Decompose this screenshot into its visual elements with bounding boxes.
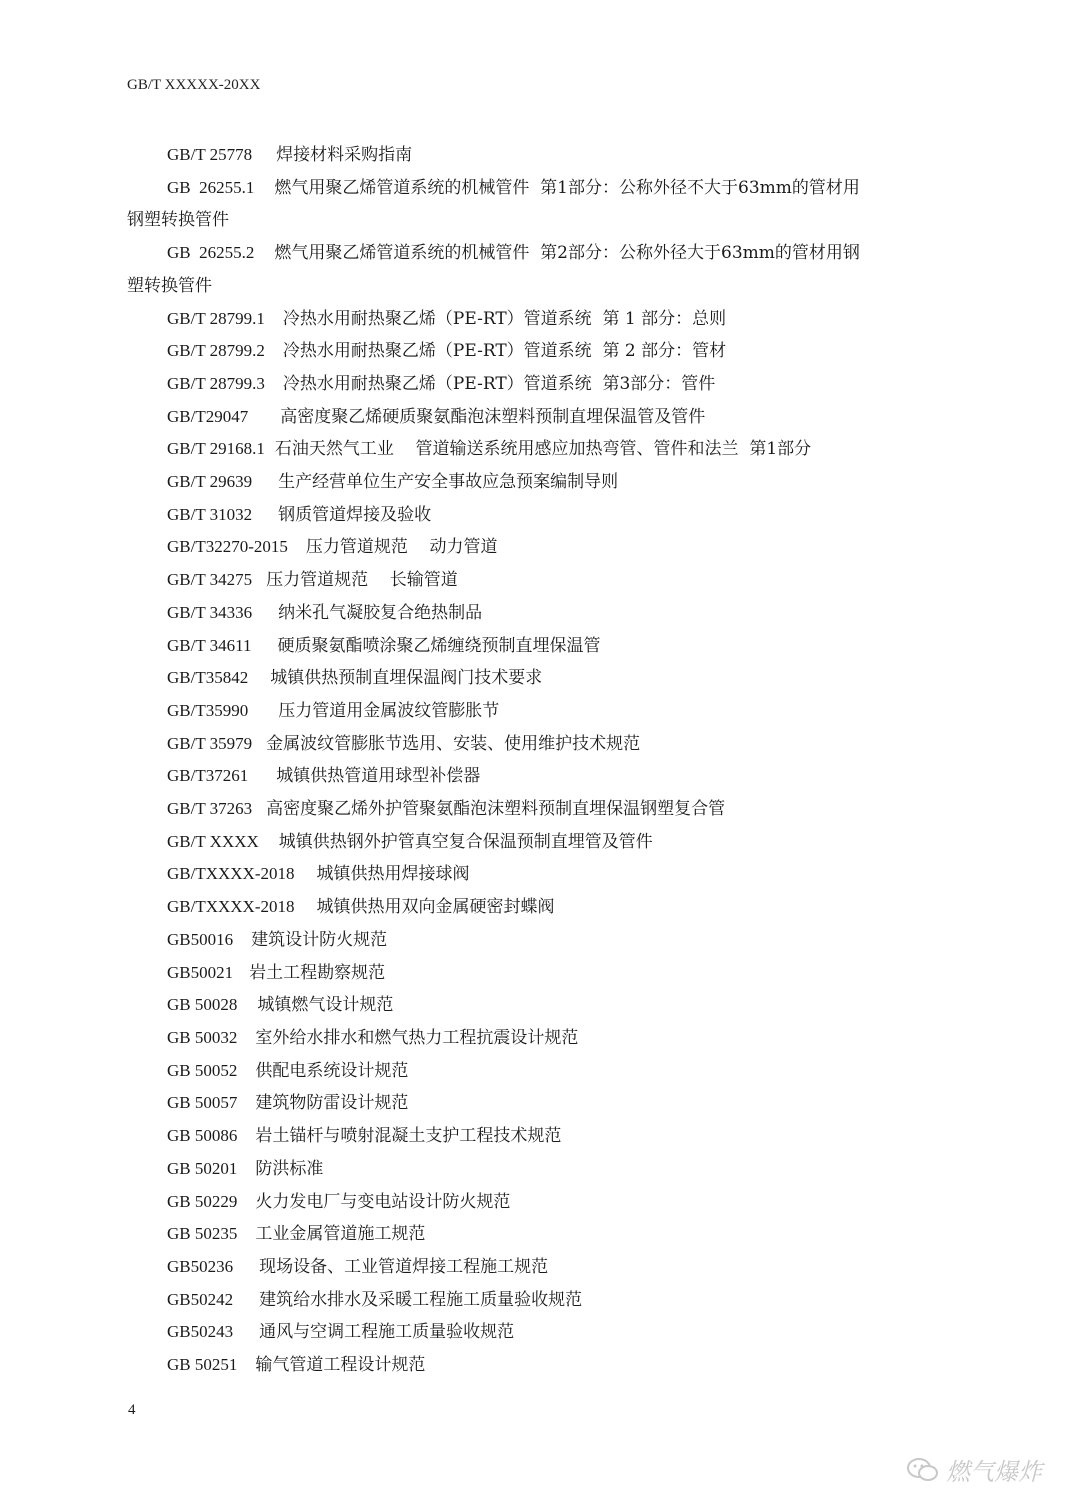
reference-item [167, 1316, 937, 1349]
reference-item [167, 662, 937, 695]
reference-title: 城镇供热钢外护管真空复合保温预制直埋管及管件 [278, 831, 653, 852]
reference-item [167, 924, 937, 957]
reference-code: GB/T32270-2015 [167, 537, 288, 557]
reference-item [167, 499, 937, 532]
reference-item [167, 401, 937, 434]
reference-title: 纳米孔气凝胶复合绝热制品 [278, 602, 483, 623]
reference-code: GB/T 34611 [167, 635, 252, 655]
reference-code: GB 50028 [167, 995, 238, 1015]
reference-code: GB 50052 [167, 1060, 238, 1080]
reference-title: 供配电系统设计规范 [255, 1060, 409, 1081]
reference-code: GB 50032 [167, 1027, 238, 1047]
reference-code: GB/T 37263 [167, 799, 253, 819]
reference-item [167, 1153, 937, 1186]
reference-code: GB 50235 [167, 1224, 238, 1244]
reference-title: 冷热水用耐热聚乙烯（PE-RT）管道系统 第 1 部分：总则 [282, 308, 727, 329]
reference-code: GB/T 34336 [167, 602, 253, 622]
reference-item [167, 957, 937, 990]
reference-code: GB50016 [167, 929, 234, 949]
reference-title: 岩土工程勘察规范 [249, 962, 386, 983]
reference-item [167, 139, 937, 172]
reference-item [167, 695, 937, 728]
reference-title: 城镇供热用焊接球阀 [316, 864, 470, 885]
watermark [906, 1452, 1042, 1487]
reference-title: 钢质管道焊接及验收 [278, 504, 432, 525]
reference-code: GB/T 29168.1 [167, 439, 265, 459]
reference-title: 城镇燃气设计规范 [257, 995, 394, 1016]
reference-item [167, 891, 937, 924]
reference-title: 压力管道规范 长输管道 [266, 570, 458, 591]
reference-item [167, 793, 937, 826]
reference-item [167, 303, 937, 336]
reference-item [167, 1218, 937, 1251]
reference-title-continuation: 钢塑转换管件 [127, 210, 229, 231]
reference-item [167, 1284, 937, 1317]
reference-item [167, 630, 937, 663]
reference-title: 硬质聚氨酯喷涂聚乙烯缠绕预制直埋保温管 [277, 635, 601, 656]
reference-title: 输气管道工程设计规范 [255, 1355, 426, 1376]
reference-item [167, 1251, 937, 1284]
reference-item [167, 597, 937, 630]
reference-code: GB/T 31032 [167, 504, 253, 524]
reference-title: 高密度聚乙烯硬质聚氨酯泡沫塑料预制直埋保温管及管件 [280, 406, 706, 427]
reference-title: 城镇供热用双向金属硬密封蝶阀 [316, 897, 555, 918]
reference-list [127, 139, 937, 1382]
reference-code: GB/TXXXX-2018 [167, 897, 295, 917]
reference-title: 现场设备、工业管道焊接工程施工规范 [259, 1256, 549, 1277]
reference-title: 冷热水用耐热聚乙烯（PE-RT）管道系统 第3部分：管件 [282, 373, 716, 394]
reference-item [167, 1120, 937, 1153]
reference-code: GB/T29047 [167, 406, 249, 426]
reference-title: 建筑设计防火规范 [251, 929, 388, 950]
reference-title: 岩土锚杆与喷射混凝土支护工程技术规范 [255, 1126, 562, 1147]
reference-code: GB/T 29639 [167, 472, 253, 492]
reference-item [167, 433, 937, 466]
reference-item [167, 368, 937, 401]
reference-code: GB50236 [167, 1256, 234, 1276]
reference-title: 建筑给水排水及采暖工程施工质量验收规范 [259, 1289, 583, 1310]
reference-title: 燃气用聚乙烯管道系统的机械管件 第2部分：公称外径大于63mm的管材用钢 [274, 243, 860, 264]
reference-code: GB 50057 [167, 1093, 238, 1113]
reference-title: 火力发电厂与变电站设计防火规范 [255, 1191, 511, 1212]
reference-code: GB50021 [167, 962, 234, 982]
reference-code: GB 26255.2 [167, 243, 255, 263]
reference-code: GB/T 28799.1 [167, 308, 265, 328]
reference-item [167, 1055, 937, 1088]
reference-code: GB 50251 [167, 1355, 238, 1375]
reference-code: GB/TXXXX-2018 [167, 864, 295, 884]
reference-item [167, 335, 937, 368]
reference-code: GB50242 [167, 1289, 234, 1309]
reference-item [167, 1186, 937, 1219]
reference-title: 生产经营单位生产安全事故应急预案编制导则 [278, 472, 619, 493]
reference-title: 压力管道规范 动力管道 [305, 537, 498, 558]
reference-title: 高密度聚乙烯外护管聚氨酯泡沫塑料预制直埋保温钢塑复合管 [266, 799, 726, 820]
reference-code: GB/T37261 [167, 766, 249, 786]
reference-code: GB/T35990 [167, 700, 249, 720]
reference-item [167, 858, 937, 891]
reference-item [167, 1087, 937, 1120]
reference-code: GB/T 34275 [167, 570, 253, 590]
reference-title: 建筑物防雷设计规范 [255, 1093, 409, 1114]
reference-item [167, 531, 937, 564]
reference-title: 压力管道用金属波纹管膨胀节 [278, 700, 500, 721]
page-number: 4 [128, 1402, 136, 1418]
reference-code: GB/T XXXX [167, 831, 259, 851]
watermark-text: 燃气爆炸 [946, 1458, 1042, 1486]
reference-item [167, 1349, 937, 1382]
reference-code: GB 50229 [167, 1191, 238, 1211]
reference-title: 焊接材料采购指南 [276, 145, 413, 165]
wechat-icon [906, 1457, 940, 1483]
reference-code: GB/T 25778 [167, 145, 253, 164]
reference-item [167, 1022, 937, 1055]
reference-code: GB/T 28799.2 [167, 341, 265, 361]
reference-item [127, 237, 937, 302]
reference-item [167, 760, 937, 793]
reference-item [167, 564, 937, 597]
reference-item [167, 728, 937, 761]
reference-title: 室外给水排水和燃气热力工程抗震设计规范 [255, 1027, 579, 1048]
reference-title: 金属波纹管膨胀节选用、安装、使用维护技术规范 [266, 733, 641, 754]
reference-code: GB/T35842 [167, 668, 249, 688]
reference-code: GB50243 [167, 1322, 234, 1342]
reference-item [167, 466, 937, 499]
reference-title: 冷热水用耐热聚乙烯（PE-RT）管道系统 第 2 部分：管材 [282, 341, 727, 362]
reference-code: GB/T 35979 [167, 733, 253, 753]
reference-title: 工业金属管道施工规范 [255, 1224, 426, 1245]
reference-title-continuation: 塑转换管件 [127, 275, 212, 296]
reference-item [167, 826, 937, 859]
reference-title: 通风与空调工程施工质量验收规范 [259, 1322, 515, 1343]
reference-item [127, 172, 937, 237]
reference-code: GB/T 28799.3 [167, 373, 265, 393]
reference-code: GB 26255.1 [167, 177, 255, 197]
reference-code: GB 50086 [167, 1126, 238, 1146]
reference-title: 石油天然气工业 管道输送系统用感应加热弯管、管件和法兰 第1部分 [274, 439, 812, 460]
document-code-header: GB/T XXXXX-20XX [127, 77, 261, 93]
reference-title: 燃气用聚乙烯管道系统的机械管件 第1部分：公称外径不大于63mm的管材用 [274, 177, 860, 198]
reference-code: GB 50201 [167, 1158, 238, 1178]
reference-title: 城镇供热管道用球型补偿器 [276, 766, 481, 787]
reference-title: 城镇供热预制直埋保温阀门技术要求 [270, 668, 543, 689]
reference-item [167, 989, 937, 1022]
reference-title: 防洪标准 [255, 1158, 324, 1179]
